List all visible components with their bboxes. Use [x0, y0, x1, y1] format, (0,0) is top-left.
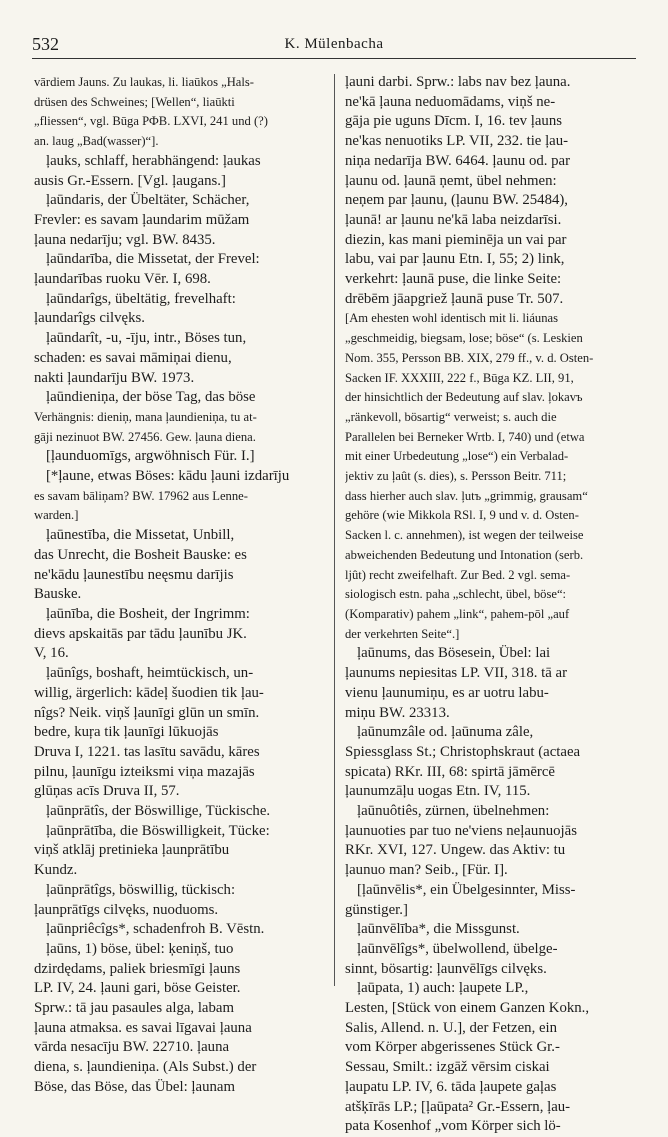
- text-line: Sacken l. c. annehmen), ist wegen der teilweise: [345, 528, 584, 543]
- text-line: pata Kosenhof „vom Körper sich lö-: [345, 1118, 561, 1135]
- text-line: gāji nezinuot BW. 27456. Gew. ļauna diena.: [34, 429, 256, 444]
- text-line: ļaunu od. ļaunā ņemt, übel nehmen:: [345, 172, 557, 189]
- text-line: ļauna atmaksa. es savai līgavai ļauna: [34, 1019, 252, 1036]
- text-line: dzirdędams, paliek briesmīgi ļauns: [34, 960, 241, 977]
- text-line: Bauske.: [34, 586, 82, 603]
- text-line: gāja pie uguns Dīcm. I, 16. tev ļauns: [345, 113, 562, 130]
- text-line: ne'kā ļauna neduomādams, viņš ne-: [345, 93, 556, 110]
- text-line: drüsen des Schweines; [Wellen“, liaūkti: [34, 94, 235, 109]
- text-line: [Am ehesten wohl identisch mit li. liáunas: [345, 311, 559, 326]
- text-line: dass hierher auch slav. ļutъ „grimmig, grausam“: [345, 488, 588, 503]
- text-line: ļaūnpriêcîgs*, schadenfroh B. Vēstn.: [46, 921, 265, 938]
- text-line: Kundz.: [34, 862, 78, 879]
- page-header: [32, 34, 636, 59]
- text-line: ļaunums nepiesitas LP. VII, 318. tā ar: [345, 665, 568, 682]
- text-line: Verhängnis: dieniņ, mana ļaundieniņa, tu at-: [34, 409, 257, 424]
- text-line: Druva I, 1221. tas lasītu savādu, kāres: [34, 743, 260, 760]
- text-line: diezin, kas mani pieminēja un vai par: [345, 231, 567, 248]
- text-line: ļaūnums, das Bösesein, Übel: lai: [357, 645, 551, 662]
- text-line: Parallelen bei Berneker Wrtb. I, 740) und (etwa: [345, 429, 585, 444]
- text-line: der hinsichtlich der Bedeutung auf slav. ļokavъ: [345, 390, 583, 405]
- text-line: günstiger.]: [345, 901, 408, 918]
- text-line: Lesten, [Stück von einem Ganzen Kokn.,: [345, 1000, 590, 1017]
- text-line: Sessau, Smilt.: izgāž vērsim ciskai: [345, 1059, 550, 1076]
- text-line: ļaunā! ar ļaunu ne'kā laba neizdarīsi.: [345, 211, 562, 228]
- text-line: Sacken IF. XXXIII, 222 f., Būga KZ. LII, 91,: [345, 370, 574, 385]
- text-line: ļaūnība, die Bosheit, der Ingrimm:: [46, 605, 250, 622]
- text-line: warden.]: [34, 508, 79, 523]
- text-line: ļaūnuôtiês, zürnen, übelnehmen:: [357, 803, 550, 820]
- text-line: ļaūnprātîs, der Böswillige, Tückische.: [46, 803, 271, 820]
- text-line: (Komparativ) pahem „link“, pahem-pōl „auf: [345, 606, 570, 621]
- text-line: gehöre (wie Mikkola RSl. I, 9 und v. d. Osten-: [345, 508, 579, 523]
- text-line: ļaūndaris, der Übeltäter, Schächer,: [46, 192, 250, 209]
- text-line: verkehrt: ļaunā puse, die linke Seite:: [345, 271, 562, 288]
- text-line: ļaunuoties par tuo ne'viens neļaunuojās: [345, 822, 577, 839]
- text-line: schaden: es savai māmiņai dienu,: [34, 349, 232, 366]
- text-line: es savam bāliņam? BW. 17962 aus Lenne-: [34, 488, 248, 503]
- text-line: vārda nesacīju BW. 22710. ļauna: [34, 1039, 230, 1056]
- text-line: labu, vai par ļaunu Etn. I, 55; 2) link,: [345, 251, 565, 268]
- text-line: ļaunuo man? Seib., [Für. I].: [345, 862, 508, 879]
- text-line: atšķīrās LP.; [ļaūpata² Gr.-Essern, ļau-: [345, 1098, 571, 1115]
- text-line: ļaundarîgs cilvęks.: [34, 310, 145, 327]
- text-line: spicata) RKr. III, 68: spirtā jāmērcē: [345, 763, 555, 780]
- text-line: ļaūns, 1) böse, übel: ķeniņš, tuo: [46, 940, 234, 957]
- text-line: „ränkevoll, bösartig“ verweist; s. auch die: [345, 409, 557, 424]
- text-line: „geschmeidig, biegsam, lose; böse“ (s. Leskien: [345, 331, 583, 346]
- text-line: sinnt, bösartig: ļaunvēlīgs cilvęks.: [345, 960, 547, 977]
- text-line: abweichenden Bedeutung und Intonation (serb.: [345, 547, 584, 562]
- text-line: vienu ļaunumiņu, es ar uotru labu-: [345, 684, 549, 701]
- text-line: ne'kādu ļaunestību neęsmu darījis: [34, 566, 234, 583]
- text-line: RKr. XVI, 127. Ungew. das Aktiv: tu: [345, 842, 566, 859]
- left-column: [34, 73, 322, 1098]
- text-line: pilnu, ļaunīgu izteiksmi viņa mazajās: [34, 763, 255, 780]
- text-line: ļaūndarîgs, übeltätig, frevelhaft:: [46, 290, 236, 307]
- text-line: ljût) recht zweifelhaft. Zur Bed. 2 vgl. sema-: [345, 567, 571, 582]
- text-line: viņš atklāj pretinieka ļaunprātību: [34, 842, 230, 859]
- text-line: Salis, Allend. n. U.], der Fetzen, ein: [345, 1019, 558, 1036]
- text-line: ļauni darbi. Sprw.: labs nav bez ļauna.: [345, 74, 571, 90]
- text-line: Nom. 355, Persson BB. XIX, 279 ff., v. d. Osten-: [345, 350, 594, 365]
- right-column: [345, 73, 637, 1137]
- text-line: mit einer Urbedeutung „lose“) ein Verbalad-: [345, 449, 569, 464]
- text-line: [*ļaune, etwas Böses: kādu ļauni izdarīju: [46, 468, 290, 485]
- text-line: diena, s. ļaundieniņa. (Als Subst.) der: [34, 1059, 257, 1076]
- text-line: [ļaunduomīgs, argwöhnisch Für. I.]: [46, 448, 255, 465]
- text-line: das Unrecht, die Bosheit Bauske: es: [34, 546, 247, 563]
- text-line: ne'kas nenuotiks LP. VII, 232. tie ļau-: [345, 133, 569, 150]
- text-line: ļaūndieniņa, der böse Tag, das böse: [46, 389, 256, 406]
- text-line: an. laug „Bad(wasser)“].: [34, 134, 159, 149]
- page-number: 532: [32, 34, 59, 54]
- text-line: V, 16.: [34, 645, 69, 662]
- text-line: ļaūndarība, die Missetat, der Frevel:: [46, 251, 260, 268]
- text-line: Sprw.: tā jau pasaules alga, labam: [34, 1000, 234, 1017]
- text-line: bedre, kuŗa tik ļaunīgi lūkuojās: [34, 724, 219, 741]
- text-line: ļaunumzāļu uogas Etn. IV, 115.: [345, 783, 531, 800]
- text-line: ļaūnestība, die Missetat, Unbill,: [46, 527, 235, 544]
- text-line: ļauna nedarīju; vgl. BW. 8435.: [34, 231, 216, 248]
- text-line: vārdiem Jauns. Zu laukas, li. liaūkos „Hals-: [34, 75, 254, 89]
- text-line: „fliessen“, vgl. Būga РФВ. LXVI, 241 und (?): [34, 114, 268, 129]
- text-line: ļaunprātīgs cilvęks, nuoduoms.: [34, 901, 219, 918]
- text-line: dievs apskaitās par tādu ļaunību JK.: [34, 625, 247, 642]
- text-line: LP. IV, 24. ļauni gari, böse Geister.: [34, 980, 241, 997]
- text-line: drēbēm jāapgriež ļaunā puse Tr. 507.: [345, 290, 564, 307]
- text-line: nîgs? Neik. viņš ļaunīgi glūn un smīn.: [34, 704, 260, 721]
- text-line: [ļaūnvēlis*, ein Übelgesinnter, Miss-: [357, 881, 576, 898]
- text-line: neņem par ļaunu, (ļaunu BW. 25484),: [345, 192, 569, 209]
- text-line: nakti ļaundarīju BW. 1973.: [34, 369, 195, 386]
- text-line: Spiessglass St.; Christophskraut (actaea: [345, 743, 581, 760]
- text-line: miņu BW. 23313.: [345, 704, 450, 721]
- running-title: K. Mülenbacha: [284, 36, 384, 52]
- text-line: glūņas acīs Druva II, 57.: [34, 783, 180, 800]
- text-line: ļaūndarît, -u, -īju, intr., Böses tun,: [46, 330, 247, 347]
- text-line: ļaūnprātība, die Böswilligkeit, Tücke:: [46, 822, 270, 839]
- text-line: der verkehrten Seite“.]: [345, 626, 460, 641]
- text-line: ļaūnprātîgs, böswillig, tückisch:: [46, 881, 236, 898]
- text-line: ļaūnumzâle od. ļaūnuma zâle,: [357, 724, 534, 741]
- text-line: ļauks, schlaff, herabhängend: ļaukas: [46, 152, 261, 169]
- text-line: ļaūnvēlîgs*, übelwollend, übelge-: [357, 940, 558, 957]
- text-line: ļaundarības ruoku Vēr. I, 698.: [34, 271, 211, 288]
- text-line: siologisch estn. paha „schlecht, übel, böse“:: [345, 587, 567, 602]
- text-line: jektiv zu ļaût (s. dies), s. Persson Beitr. 711;: [345, 469, 567, 484]
- text-line: willig, ärgerlich: kādeļ šuodien tik ļau-: [34, 684, 264, 701]
- text-line: Frevler: es savam ļaundarim mūžam: [34, 211, 250, 228]
- text-line: ļaūpata, 1) auch: ļaupete LP.,: [357, 980, 529, 997]
- text-line: niņa nedarīja BW. 6464. ļaunu od. par: [345, 152, 571, 169]
- text-line: ļaupatu LP. IV, 6. tāda ļaupete gaļas: [345, 1078, 557, 1095]
- column-divider: [334, 74, 335, 986]
- text-line: Böse, das Böse, das Übel: ļaunam: [34, 1078, 235, 1095]
- text-line: ausis Gr.-Essern. [Vgl. ļaugans.]: [34, 172, 226, 189]
- text-line: ļaūnîgs, boshaft, heimtückisch, un-: [46, 665, 254, 682]
- text-line: ļaūnvēlība*, die Missgunst.: [357, 921, 520, 938]
- text-line: vom Körper abgerissenes Stück Gr.-: [345, 1039, 560, 1056]
